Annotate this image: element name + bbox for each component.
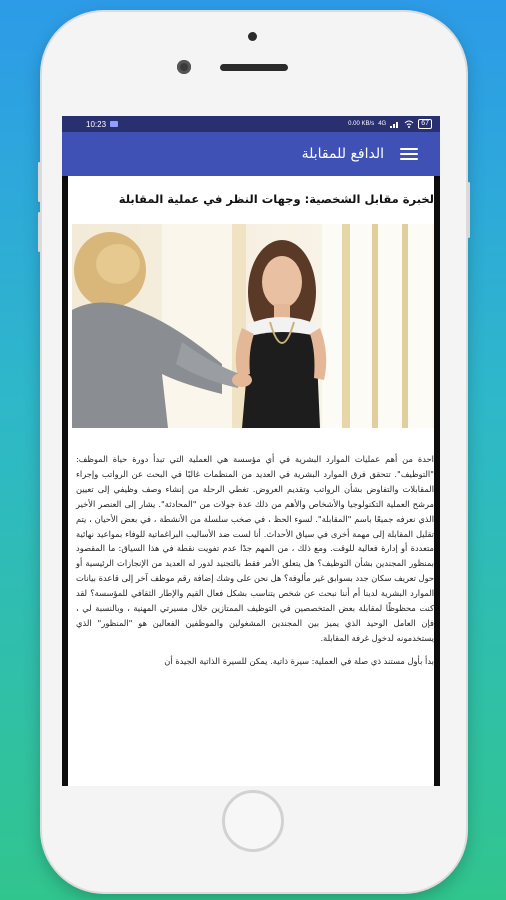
status-bar xyxy=(62,116,440,132)
volume-down-button xyxy=(38,212,41,252)
proximity-sensor xyxy=(248,32,257,41)
volume-up-button xyxy=(38,162,41,202)
status-time: 10:23 xyxy=(86,119,107,129)
notification-icon xyxy=(110,121,118,127)
power-button xyxy=(467,182,470,238)
earpiece-speaker xyxy=(220,64,288,71)
network-speed: 0.00 KB/s xyxy=(348,121,375,127)
article-image xyxy=(72,224,434,428)
article-content[interactable] xyxy=(68,176,434,786)
network-type: 4G xyxy=(378,121,387,127)
front-camera-icon xyxy=(177,60,191,74)
phone-frame xyxy=(42,12,466,892)
article-paragraph: بدأ بأول مستند ذي صلة في العملية: سيرة ذاتية. يمكن للسيرة الذاتية الجيدة أن xyxy=(164,655,434,666)
phone-screen xyxy=(62,116,440,786)
hamburger-menu-icon[interactable] xyxy=(400,148,418,160)
article-paragraph: احدة من أهم عمليات الموارد البشرية في أي مؤسسة هي العملية التي تبدأ دورة حياة الموظف: "التوظيف". تتحقق فرق الموارد البشرية في العديد من المنظمات غالبًا في البحث عن الرواتب وإجراء المقابلات والتفاوض بشأن الرواتب وتقديم العروض. تغطي الرحلة من إنشاء وصف وظيفي إلى تعيين مرشح العملية التكنولوجيا والأشخاص والأهم من ذلك عدة جولات من "المحادثة". يشار إلى العنصر الأخير الذي نعرفه جميعًا باسم "المقابلة". لسوء الحظ ، في صخب سلسلة من الأنشطة ، في بعض الأحيان ، يتم تقليل المقابلة إلى مهمة أخرى في سياق الأحداث. أنا لست ضد الأساليب البراغماتية للوفاء بمواعيد نهائية متعددة أو إدارة فعالية للوقت. ومع ذلك ، من المهم جدًا عدم تفويت نقطة في هذا السياق: ما المقصود بمنظور المجندين بشأن التوظيف؟ هل يتعلق الأمر فقط بالتجنيد لدور له العديد من الإنجازات الرئيسية أو حول تعريف سكان جدد بسوابق غير مألوفة؟ هل نحن على وشك إضافة رقم موظف آخر إلى قاعدة بيانات الموارد البشرية لدينا أم أننا نبحث عن شخص يتناسب بشكل فعال القيم والإطار الثقافي للمؤسسة؟ لقد كنت محظوظًا لمقابلة بعض المتخصصين في التوظيف الممتازين خلال مسيرتي المهنية ، وبالنسبة لي ، فإن العامل الوحيد الذي يميز بين المجندين المشغولين والموظفين الفعالين هو "المنظور" الذي يستخدمونه لدخول غرفة المقابلة. xyxy=(76,454,434,643)
home-button[interactable] xyxy=(222,790,284,852)
article-title: لخبرة مقابل الشخصية: وجهات النظر في عملية المقابلة xyxy=(118,192,434,206)
signal-icon xyxy=(390,120,400,128)
battery-icon xyxy=(418,119,432,129)
article-body xyxy=(68,452,434,669)
app-title: الدافع للمقابلة xyxy=(301,146,384,162)
battery-level: 67 xyxy=(421,120,429,127)
app-bar xyxy=(62,132,440,176)
interview-photo-illustration xyxy=(72,224,434,428)
wifi-icon xyxy=(404,120,414,128)
